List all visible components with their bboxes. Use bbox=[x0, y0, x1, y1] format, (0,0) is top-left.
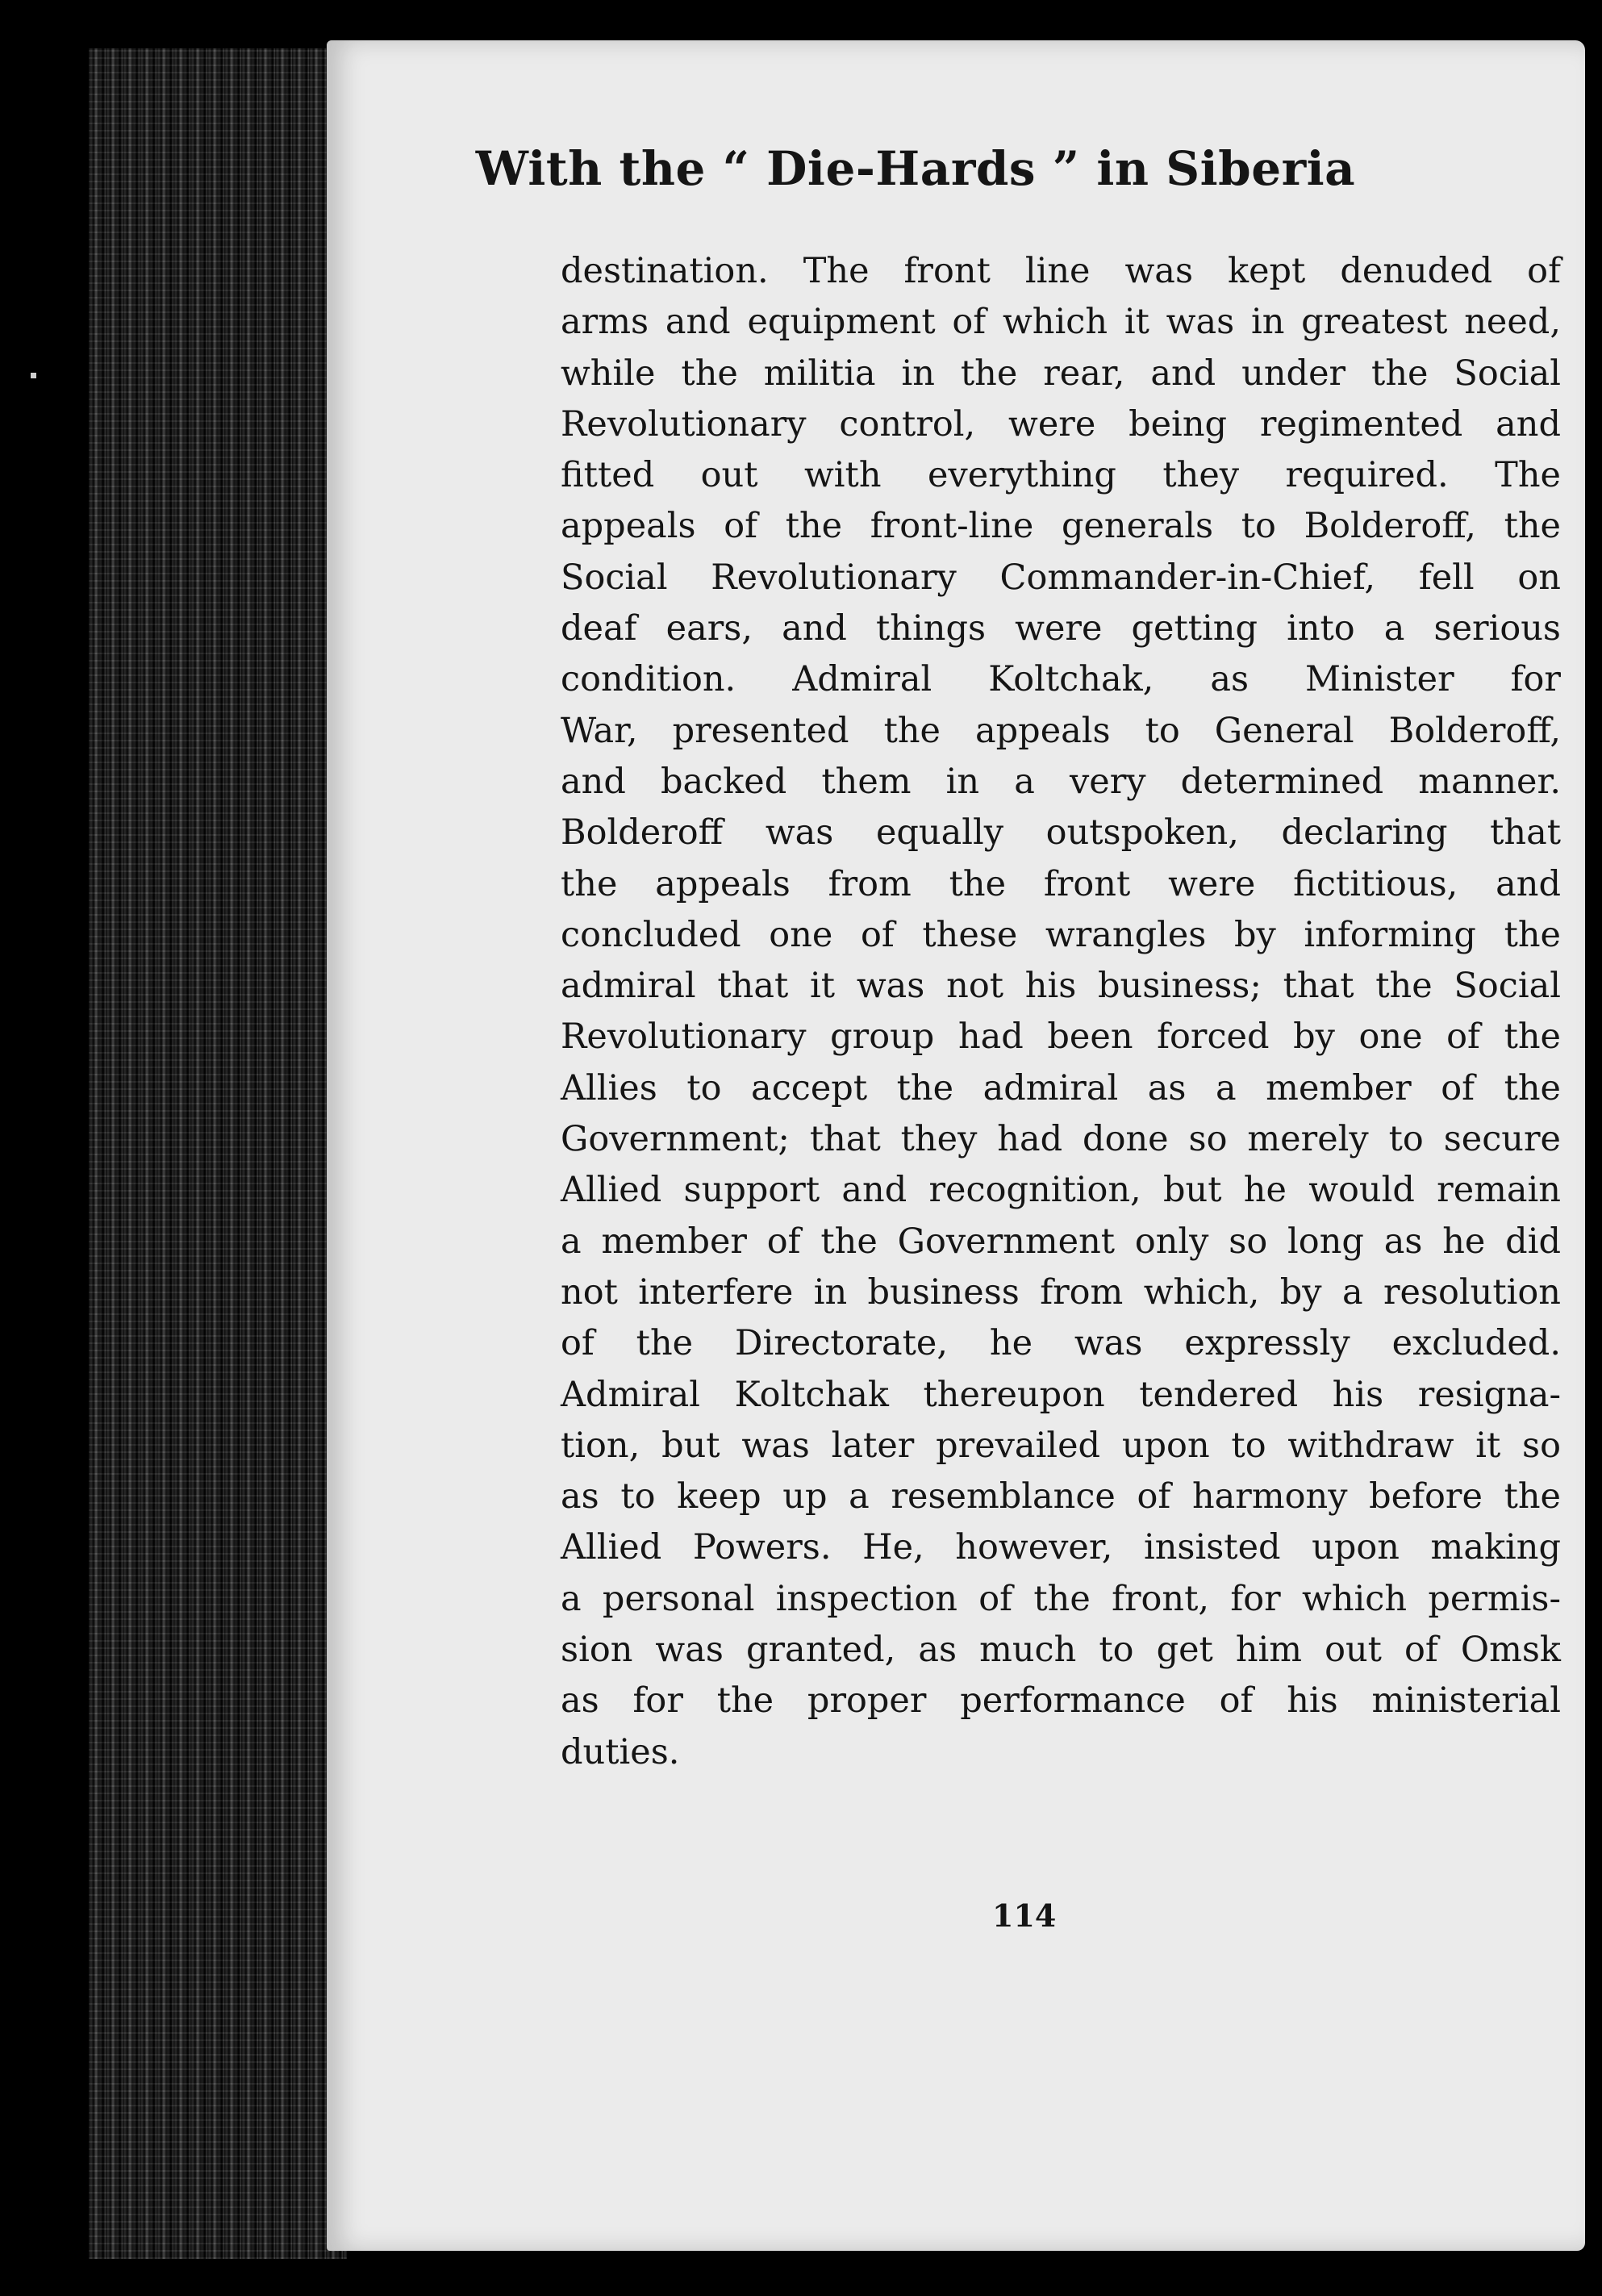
text-line: and backed them in a very determined manner. bbox=[561, 761, 1561, 802]
text-line: arms and equipment of which it was in greatest need, bbox=[561, 302, 1561, 343]
text-line: concluded one of these wrangles by informing the bbox=[561, 914, 1561, 955]
text-line: a member of the Government only so long as he did bbox=[561, 1221, 1561, 1262]
text-line: not interfere in business from which, by a resolution bbox=[561, 1271, 1561, 1313]
text-line: Social Revolutionary Commander-in-Chief, fell on bbox=[561, 557, 1561, 598]
text-line: duties. bbox=[561, 1731, 680, 1772]
text-line: the appeals from the front were fictitious, and bbox=[561, 863, 1561, 904]
text-line: deaf ears, and things were getting into a serious bbox=[561, 608, 1561, 649]
text-line: of the Directorate, he was expressly excluded. bbox=[561, 1323, 1561, 1364]
text-line: Government; that they had done so merely to secure bbox=[561, 1119, 1561, 1160]
text-line: as for the proper performance of his ministerial bbox=[561, 1680, 1561, 1722]
text-line: admiral that it was not his business; that the Social bbox=[561, 966, 1561, 1007]
text-line: Revolutionary control, were being regimented and bbox=[561, 403, 1561, 445]
text-line: Allies to accept the admiral as a member of the bbox=[561, 1067, 1561, 1108]
text-line: while the militia in the rear, and under the Social bbox=[561, 353, 1561, 394]
text-line: appeals of the front-line generals to Bolderoff, the bbox=[561, 506, 1561, 547]
text-line: Allied Powers. He, however, insisted upon making bbox=[561, 1527, 1561, 1568]
running-head: With the “ Die-Hards ” in Siberia bbox=[475, 141, 1356, 196]
text-line: Admiral Koltchak thereupon tendered his resigna- bbox=[561, 1374, 1561, 1415]
text-line: destination. The front line was kept denuded of bbox=[561, 251, 1561, 291]
text-line: Revolutionary group had been forced by one of the bbox=[561, 1017, 1561, 1058]
text-line: as to keep up a resemblance of harmony before the bbox=[561, 1476, 1561, 1517]
body-text bbox=[561, 246, 1561, 1778]
text-line: tion, but was later prevailed upon to withdraw it so bbox=[561, 1425, 1561, 1466]
text-line: condition. Admiral Koltchak, as Minister for bbox=[561, 659, 1561, 700]
page-edges bbox=[89, 48, 347, 2259]
text-line: Allied support and recognition, but he would remain bbox=[561, 1170, 1561, 1211]
text-line: sion was granted, as much to get him out of Omsk bbox=[561, 1630, 1561, 1671]
text-line: a personal inspection of the front, for which permis- bbox=[561, 1578, 1561, 1619]
text-line: War, presented the appeals to General Bolderoff, bbox=[561, 710, 1561, 751]
scan-speck bbox=[31, 373, 36, 378]
text-line: Bolderoff was equally outspoken, declaring that bbox=[561, 812, 1561, 854]
page-number: 114 bbox=[992, 1897, 1057, 1934]
text-line: fitted out with everything they required. The bbox=[561, 455, 1561, 496]
